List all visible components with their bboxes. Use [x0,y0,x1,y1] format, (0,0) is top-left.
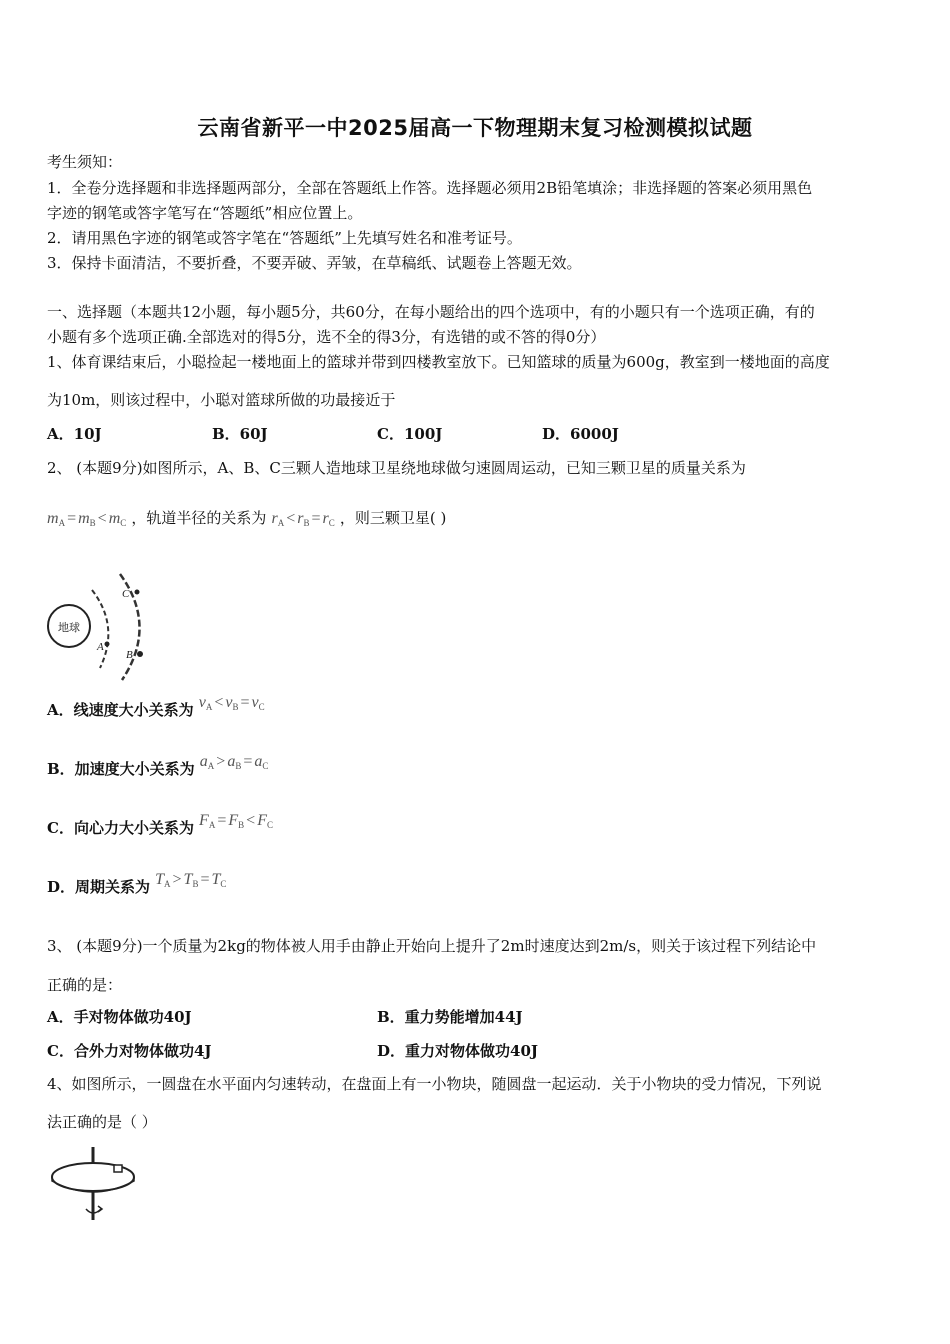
q2-option-d: D．周期关系为 $T_A > T_B = T_C$ [47,871,227,896]
radius-relation: $r_A < r_B = r_C$ [271,510,335,528]
q3-option-a: A．手对物体做功40J [47,1008,192,1026]
q2-relations-line [47,508,446,528]
rotating-disc-figure [45,1145,145,1225]
notice-item-1: 1．全卷分选择题和非选择题两部分，全部在答题纸上作答。选择题必须用2B铅笔填涂；非选择题的答案必须用黑色 [47,179,813,197]
q2-stem: 2、 (本题9分)如图所示，A、B、C三颗人造地球卫星绕地球做匀速圆周运动，已知三颗卫星的质量关系为 [47,459,746,477]
page-title: 云南省新平一中2025届高一下物理期末复习检测模拟试题 [197,116,753,140]
small-block [114,1165,122,1172]
satellite-orbit-figure [40,568,170,688]
q2-option-b: B．加速度大小关系为 $a_A > a_B = a_C$ [47,753,269,778]
q2-mid-text: ，轨道半径的关系为 [131,509,267,527]
satellite-c [135,590,140,595]
q3-stem: 3、 (本题9分)一个质量为2kg的物体被人用手由静止开始向上提升了2m时速度达到2m/s，则关于该过程下列结论中 [47,937,817,955]
q3-stem-cont: 正确的是： [47,976,123,994]
satellite-b [137,651,143,657]
period-relation: $T_A > T_B = T_C$ [155,871,227,889]
label-c: C [122,588,130,600]
q3-option-d: D．重力对物体做功40J [377,1042,538,1060]
section-heading-cont: 小题有多个选项正确.全部选对的得5分，选不全的得3分，有选错的或不答的得0分） [47,328,606,346]
label-b: B [126,649,133,661]
notice-item-3: 3．保持卡面清洁，不要折叠，不要弄破、弄皱，在草稿纸、试题卷上答题无效。 [47,254,582,272]
q4-stem: 4、如图所示，一圆盘在水平面内匀速转动，在盘面上有一小物块，随圆盘一起运动．关于小物块的受力情况，下列说 [47,1075,822,1093]
q1-stem-cont: 为10m，则该过程中，小聪对篮球所做的功最接近于 [47,391,396,409]
q1-stem: 1、体育课结束后，小聪捡起一楼地面上的篮球并带到四楼教室放下。已知篮球的质量为600g，教室到一楼地面的高度 [47,353,830,371]
satellite-a [105,642,110,647]
notice-heading: 考生须知： [47,153,123,171]
q3-option-b: B．重力势能增加44J [377,1008,523,1026]
earth-label: 地球 [58,622,80,634]
q2-option-c: C．向心力大小关系为 $F_A = F_B < F_C$ [47,812,273,837]
inner-orbit [92,590,108,668]
q3-option-c: C．合外力对物体做功4J [47,1042,212,1060]
q1-option-b: B．60J [212,425,268,443]
section-heading: 一、选择题（本题共12小题，每小题5分，共60分，在每小题给出的四个选项中，有的小题只有一个选项正确，有的 [47,303,815,321]
notice-item-1-cont: 字迹的钢笔或答字笔写在“答题纸”相应位置上。 [47,204,363,222]
q1-option-c: C．100J [377,425,443,443]
acceleration-relation: $a_A > a_B = a_C$ [199,753,269,771]
q2-option-a: A．线速度大小关系为 $v_A < v_B = v_C$ [47,694,265,719]
label-a: A [97,641,104,653]
q1-option-a: A．10J [47,425,102,443]
force-relation: $F_A = F_B < F_C$ [199,812,273,830]
q2-end-text: ，则三颗卫星( ) [339,509,447,527]
q1-option-d: D．6000J [542,425,619,443]
q4-stem-cont: 法正确的是（ ） [47,1113,157,1131]
mass-relation: $m_A = m_B < m_C$ [47,510,127,528]
notice-item-2: 2．请用黑色字迹的钢笔或答字笔在“答题纸”上先填写姓名和准考证号。 [47,229,522,247]
velocity-relation: $v_A < v_B = v_C$ [198,694,265,712]
